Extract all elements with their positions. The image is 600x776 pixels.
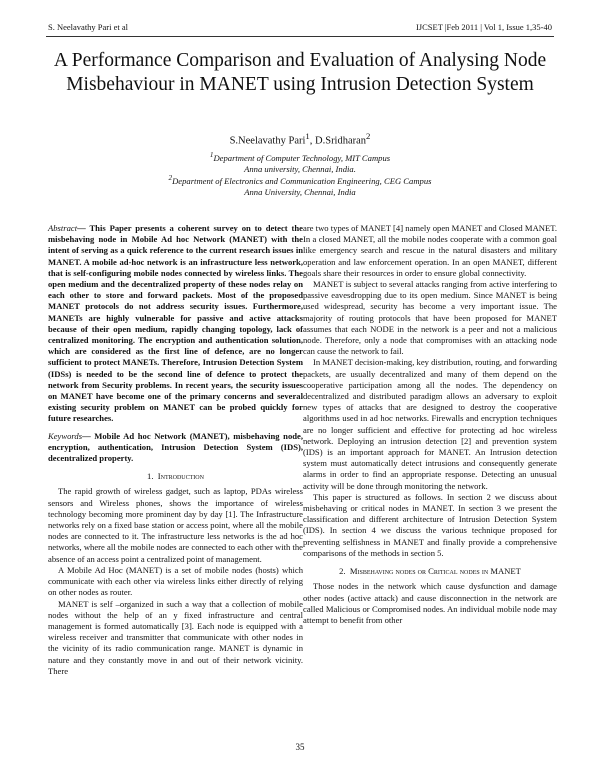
keywords — [48, 431, 303, 465]
paragraph: This paper is structured as follows. In section 2 we discuss about misbehaving or critical nodes in MANET. In section 3 we present the classification and different architecture of Intrusion Detection System (IDS). In section 4 we discuss the various technique proposed for preventing selfishness in MANET and finally provide a comprehensive comparisons of the methods in section 5. — [303, 491, 557, 558]
author-1-sup: 1 — [305, 131, 310, 141]
author-2-sup: 2 — [366, 131, 371, 141]
running-header-left: S. Neelavathy Pari et al — [48, 22, 129, 32]
section-1-heading — [48, 471, 303, 482]
affiliation-1-line2: Anna university, Chennai, India. — [244, 163, 356, 174]
abstract — [48, 223, 303, 425]
author-2: D.Sridharan — [315, 135, 367, 147]
affiliation-2 — [0, 173, 600, 198]
abstract-dash: — — [77, 223, 90, 233]
left-column — [48, 223, 303, 677]
author-1: S.Neelavathy Pari — [229, 135, 306, 147]
header-rule — [46, 36, 554, 37]
keywords-dash: — — [82, 430, 95, 441]
section-1-title: Introduction — [157, 471, 204, 482]
keywords-label: Keywords — [48, 430, 83, 441]
paragraph: are two types of MANET [4] namely open MANET and Closed MANET. In a closed MANET, all the mobile nodes cooperate with a common goal like emergency search and rescue in the natural disasters and military operation and law enforcement operation. In an open MANET, different goals share their resources in order to ensure global connectivity. — [303, 223, 557, 278]
paper-title: A Performance Comparison and Evaluation of Analysing Node Misbehaviour in MANET using Intrusion Detection System — [53, 50, 547, 95]
paragraph: MANET is self –organized in such a way that a collection of mobile nodes without the help of an y fixed infrastructure and central management is formed automatically [3]. Each node is equipped with a wireless receiver and transmitter that communicate with other nodes in the vicinity of its radio communication range. MANET is dynamic in nature and they constantly move in and out of their network vicinity. There — [48, 598, 303, 676]
paragraph: Those nodes in the network which cause dysfunction and damage other nodes (active attack) and cause disconnection in the network are called Malicious or Compromised nodes. An individual mobile node may attempt to benefit from other — [303, 581, 557, 625]
section-2-title: Misbehaving nodes or Critical nodes in MANET — [349, 566, 521, 577]
section-2-heading — [303, 566, 557, 577]
abstract-label: Abstract — [48, 223, 78, 233]
section-1-number: 1. — [147, 471, 154, 482]
author-line — [0, 131, 600, 147]
abstract-text: This Paper presents a coherent survey on to detect the misbehaving node in Mobile Ad hoc Network (MANET) with the intent of serving as a quick reference to the current research issues in MANET. A mobile ad-hoc network is an infrastructure less network, that is self-configuring mobile nodes connected by wireless links. The open medium and the decentralized property of these nodes relay on each other to store and forward packets. Most of the proposed MANET protocols do not address security issues. Furthermore, MANETs are highly vulnerable for passive and active attacks because of their open medium, rapidly changing topology, lack of centralized monitoring. The encryption and authentication solution, which are considered as the first line of defence, are no longer sufficient to protect MANETs. Therefore, Intrusion Detection System (IDSs) is needed to be the second line of defence to protect the network from Security problems. In recent years, the security issues on MANET have become one of the primary concerns and several existing security problem on MANET can be probed quickly for future researches. — [48, 223, 303, 424]
keywords-text: Mobile Ad hoc Network (MANET), misbehaving node, encryption, authentication, Intrusion Detection System (IDS), decentralized property. — [48, 430, 303, 464]
affiliation-2-line2: Anna University, Chennai, India — [244, 186, 356, 197]
paragraph: A Mobile Ad Hoc (MANET) is a set of mobile nodes (hosts) which communicate with each other via wireless links either directly of relying on other nodes as router. — [48, 564, 303, 598]
paragraph: The rapid growth of wireless gadget, such as laptop, PDAs wireless sensors and Wireless phones, shows the importance of wireless technology becoming more prominent day by day [1]. The Infrastructure networks rely on a fixed base station or access point, where all the mobile nodes are connected to it. The infrastructure less networks is the ad hoc networks, where all the mobile nodes are connected to each other with the absence of an access point a centralized point of management. — [48, 486, 303, 564]
affiliation-1-line1: Department of Computer Technology, MIT Campus — [213, 152, 391, 163]
paragraph: In MANET decision-making, key distribution, routing, and forwarding packets, are usually decentralized and many of them depend on the cooperative participation among all the nodes. The dependency on decentralized and distributed paradigm allows an adversary to exploit new types of attacks that are designed to destroy the cooperative algorithms used in ad hoc networks. Firewalls and encryption techniques are no longer sufficient and effective for protecting ad hoc wireless network. Deploying an intrusion detection [2] and prevention system (IDS) is an important approach for MANET. An Intrusion detection system must automatically detect intrusions and consequently generate alarms in order to find an appropriate response. Detecting an unusual activity will be done through monitoring the network. — [303, 357, 557, 491]
affiliation-2-line1: Department of Electronics and Communication Engineering, CEG Campus — [172, 175, 432, 186]
author-sep: , — [309, 135, 316, 147]
running-header-right: IJCSET |Feb 2011 | Vol 1, Issue 1,35-40 — [415, 22, 552, 32]
affiliation-1-sup: 1 — [209, 151, 214, 159]
section-2-number: 2. — [339, 566, 346, 577]
paragraph: MANET is subject to several attacks ranging from active interfering to passive eavesdropping due to its open medium. Since MANET is being used widespread, security has become a very important issue. The majority of routing protocols that have been proposed for MANET assumes that each NODE in the network is a peer and not a malicious node. Therefore, only a node that compromises with an attacking node can cause the network to fail. — [303, 279, 557, 357]
affiliation-1 — [0, 150, 600, 175]
right-column — [303, 223, 557, 626]
affiliation-2-sup: 2 — [168, 174, 173, 182]
page-number: 35 — [295, 742, 305, 752]
